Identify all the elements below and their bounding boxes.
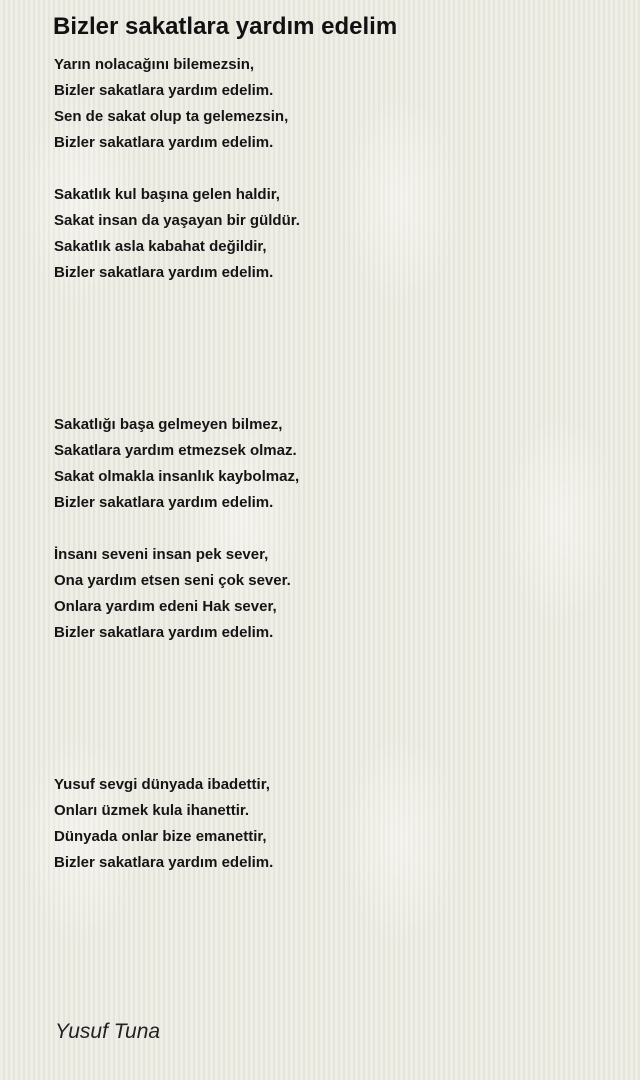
poem-line: Sakatlara yardım etmezsek olmaz. (54, 442, 297, 459)
poem-line: Bizler sakatlara yardım edelim. (54, 82, 274, 99)
poem-line: Sakat olmakla insanlık kaybolmaz, (54, 468, 300, 485)
poem-line: Onları üzmek kula ihanettir. (54, 802, 250, 819)
poem-line: Yarın nolacağını bilemezsin, (54, 56, 255, 73)
poem-line: Ona yardım etsen seni çok sever. (54, 572, 291, 589)
poem-author: Yusuf Tuna (55, 1020, 161, 1043)
poem-line: Bizler sakatlara yardım edelim. (54, 854, 274, 871)
stanza-spacer (54, 156, 614, 182)
poem-line: Sakatlık kul başına gelen haldir, (54, 186, 280, 203)
stanza-4 (54, 542, 614, 646)
stanza-5 (54, 772, 614, 876)
stanza-3 (54, 412, 614, 516)
poem-line: Sakat insan da yaşayan bir güldür. (54, 212, 300, 229)
poem-line: Bizler sakatlara yardım edelim. (54, 134, 274, 151)
stanza-1 (54, 52, 614, 156)
section-spacer (54, 286, 614, 412)
poem-line: Sakatlığı başa gelmeyen bilmez, (54, 416, 283, 433)
stanza-spacer (54, 516, 614, 542)
poem-line: Sakatlık asla kabahat değildir, (54, 238, 267, 255)
poem-line: Dünyada onlar bize emanettir, (54, 828, 267, 845)
poem-title: Bizler sakatlara yardım edelim (53, 13, 398, 40)
poem-line: İnsanı seveni insan pek sever, (54, 546, 269, 563)
poem-line: Bizler sakatlara yardım edelim. (54, 494, 274, 511)
section-spacer (54, 646, 614, 772)
poem-line: Sen de sakat olup ta gelemezsin, (54, 108, 289, 125)
stanza-2 (54, 182, 614, 286)
poem-line: Onlara yardım edeni Hak sever, (54, 598, 277, 615)
poem-line: Bizler sakatlara yardım edelim. (54, 264, 274, 281)
poem-line: Bizler sakatlara yardım edelim. (54, 624, 274, 641)
poem-body (54, 52, 614, 876)
poem-line: Yusuf sevgi dünyada ibadettir, (54, 776, 270, 793)
